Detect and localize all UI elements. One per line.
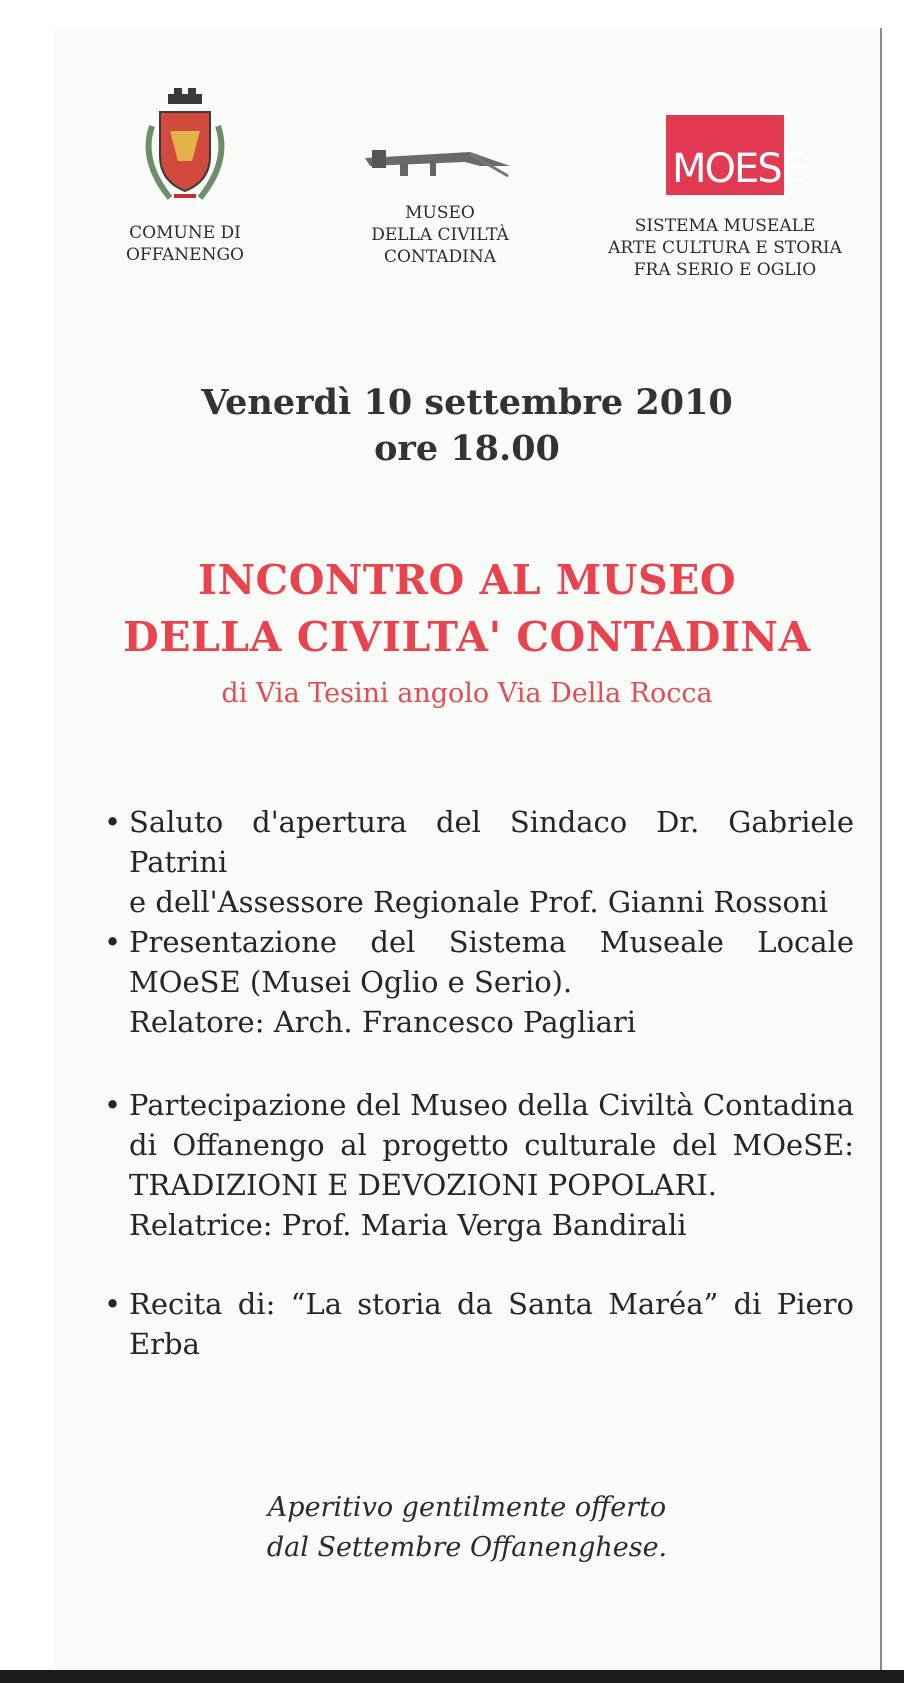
footer-line2: dal Settembre Offanenghese.	[266, 1532, 668, 1563]
program-item-line: MOeSE (Musei Oglio e Serio).	[129, 965, 573, 999]
bullet: •	[104, 925, 122, 959]
museo-caption-line3: CONTADINA	[383, 247, 496, 267]
moese-caption-line1: SISTEMA MUSEALE	[634, 216, 816, 236]
moese-caption-line2: ARTE CULTURA E STORIA	[608, 238, 842, 258]
coat-of-arms-icon	[130, 86, 240, 216]
event-title-line2: DELLA CIVILTA' CONTADINA	[123, 613, 811, 661]
bullet: •	[104, 1287, 122, 1321]
program-item	[104, 1284, 854, 1364]
event-date: Venerdì 10 settembre 2010	[201, 382, 733, 423]
program-item-line: Relatrice: Prof. Maria Verga Bandirali	[129, 1208, 687, 1242]
program-item	[104, 922, 854, 1042]
program-item-line: Recita di: “La storia da Santa Maréa” di Piero	[129, 1287, 854, 1321]
comune-logo-block	[110, 86, 260, 266]
footer-line1: Aperitivo gentilmente offerto	[267, 1492, 667, 1523]
bullet: •	[104, 805, 122, 839]
program-item-line: TRADIZIONI E DEVOZIONI POPOLARI.	[129, 1168, 717, 1202]
moese-caption-line3: FRA SERIO E OGLIO	[633, 260, 817, 280]
program-item-line: Presentazione del Sistema Museale Locale	[129, 925, 854, 959]
bullet: •	[104, 1088, 122, 1122]
moese-logo-block	[595, 115, 855, 281]
program-item-line: e dell'Assessore Regionale Prof. Gianni Rossoni	[129, 885, 828, 919]
museo-caption-line2: DELLA CIVILTÀ	[371, 225, 509, 245]
moese-logo-mark	[666, 115, 804, 195]
sheet-edge	[880, 28, 882, 1678]
event-time: ore 18.00	[374, 428, 560, 469]
footer-note	[54, 1488, 880, 1568]
museo-caption-line1: MUSEO	[405, 203, 475, 223]
event-title-line1: INCONTRO AL MUSEO	[197, 556, 737, 604]
event-location: di Via Tesini angolo Via Della Rocca	[221, 678, 713, 709]
program-item-line: Partecipazione del Museo della Civiltà Contadina	[129, 1088, 854, 1122]
comune-caption-line2: OFFANENGO	[125, 245, 244, 265]
museo-logo-block	[345, 140, 535, 268]
comune-caption-line1: COMUNE DI	[129, 223, 241, 243]
program-item-line: Saluto d'apertura del Sindaco Dr. Gabriele Patrini	[129, 805, 854, 879]
scan-bottom-bar	[0, 1670, 904, 1683]
plough-icon	[360, 140, 520, 184]
program-item	[104, 1085, 854, 1245]
program-item-line: Relatore: Arch. Francesco Pagliari	[129, 1005, 637, 1039]
program-item	[104, 802, 854, 922]
program-item-line: di Offanengo al progetto culturale del MOeSE:	[129, 1128, 854, 1162]
program-item-line: Erba	[129, 1327, 200, 1361]
moese-logo-text: MOESE	[672, 146, 804, 192]
